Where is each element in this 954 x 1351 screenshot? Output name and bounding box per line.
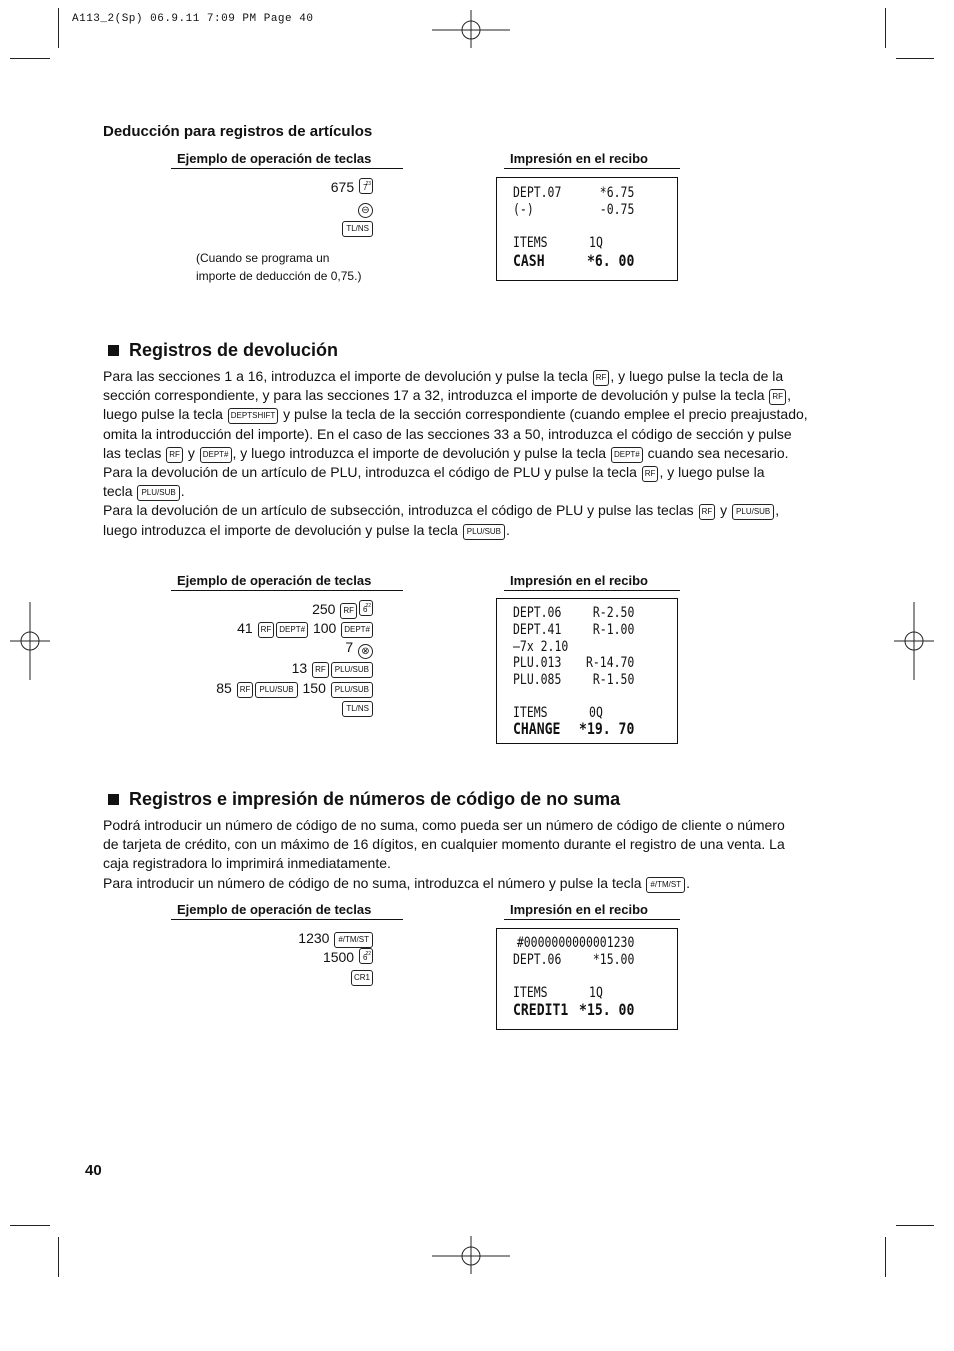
registration-mark-bottom (430, 1234, 512, 1276)
section-title-deduction: Deducción para registros de artículos (103, 123, 373, 140)
receipt-total-line: CASH *6. 00 (513, 251, 635, 270)
column-header-ops: Ejemplo de operación de teclas (171, 902, 403, 920)
deduction-note (196, 250, 361, 285)
crop-mark (885, 8, 886, 48)
crop-mark (896, 1225, 934, 1226)
registration-mark-top (430, 8, 512, 50)
note-line: importe de deducción de 0,75.) (196, 268, 362, 283)
receipt-line: PLU.013 R-14.70 (513, 655, 635, 671)
registration-mark-left (8, 600, 52, 682)
plu-sub-key: PLU/SUB (255, 682, 297, 698)
crop-mark (885, 1237, 886, 1277)
rf-key: RF (340, 603, 357, 619)
receipt-line: ITEMS 1Q (513, 985, 603, 1001)
receipt-deduction (496, 177, 678, 281)
key-sequence: 250 RF 6 22 41 RF DEPT# 100 DEPT# 7 ⊗ 13 RF PLU/SUB 85 RF PLU/SUB 150 PLU/SUB TL/NS (150, 600, 374, 717)
section-title-text: Registros e impresión de números de código de no suma (129, 789, 621, 809)
receipt-line: ITEMS 0Q (513, 705, 603, 721)
plu-sub-key: PLU/SUB (463, 524, 505, 540)
tlns-key: TL/NS (342, 701, 373, 717)
rf-key: RF (237, 682, 254, 698)
nonadd-paragraph: Podrá introducir un número de código de no suma, como pueda ser un número de código de cliente o número de tarjeta de crédito, con un máximo de 16 dígitos, en cualquier momento durante el registro de una venta. La caja registradora lo imprimirá inmediatamente. Para introducir un número de código de no suma, introduzca el número y pulse la tecla #/TM/ST . (103, 817, 785, 891)
page-number: 40 (85, 1162, 102, 1179)
receipt-line: —7x 2.10 (513, 639, 569, 655)
plu-sub-key: PLU/SUB (331, 682, 373, 698)
tlns-key: TL/NS (342, 221, 373, 237)
receipt-line: (-) -0.75 (513, 202, 635, 218)
dept-7-key: 7 23 (359, 178, 373, 194)
receipt-line: #0000000000001230 (516, 935, 635, 951)
dept-6-key: 6 22 (359, 600, 373, 616)
dept-hash-key: DEPT# (276, 622, 308, 638)
rf-key: RF (699, 504, 716, 520)
crop-mark (10, 58, 50, 59)
refund-paragraph: Para las secciones 1 a 16, introduzca el importe de devolución y pulse la tecla RF , y luego pulse la tecla de la sección correspondiente, y para las secciones 17 a 32, introduzca el importe de devolución y pulse la tecla RF , luego pulse la tecla DEPTSHIFT y pulse la tecla de la sección correspondiente (cuando emplee el precio preajustado, omita la introducción del importe). En el caso de las secciones 33 a 50, introduzca el código de sección y pulse las teclas RF y DEPT# , y luego introduzca el importe de devolución y pulse la tecla DEPT# cuando sea necesario. Para la devolución de un artículo de PLU, introduzca el código de PLU y pulse la tecla RF , y luego pulse la tecla PLU/SUB . Para la devolución de un artículo de subsección, introduzca el código de PLU y pulse las teclas RF y PLU/SUB , luego introduzca el importe de devolución y pulse la tecla PLU/SUB . (103, 368, 808, 538)
registration-mark-right (892, 600, 936, 682)
column-header-ops: Ejemplo de operación de teclas (171, 151, 403, 169)
dept-hash-key: DEPT# (611, 447, 643, 463)
crop-mark (10, 1225, 50, 1226)
rf-key: RF (312, 662, 329, 678)
tm-st-key: #/TM/ST (334, 932, 373, 948)
key-sequence: 1230 #/TM/ST 1500 6 22 CR1 (200, 929, 374, 987)
receipt-total-line: CHANGE *19. 70 (513, 719, 635, 738)
crop-mark (58, 8, 59, 48)
note-line: (Cuando se programa un (196, 251, 330, 265)
section-title-refund (108, 340, 338, 361)
plu-sub-key: PLU/SUB (732, 504, 774, 520)
receipt-line: PLU.085 R-1.50 (513, 672, 635, 688)
rf-key: RF (258, 622, 275, 638)
rf-key: RF (593, 370, 610, 386)
receipt-refund (496, 598, 678, 744)
receipt-line: DEPT.06 *15.00 (513, 952, 635, 968)
crop-mark (896, 58, 934, 59)
print-header: A113_2(Sp) 06.9.11 7:09 PM Page 40 (72, 13, 314, 25)
dept-shift-key: DEPTSHIFT (228, 408, 278, 424)
tm-st-key: #/TM/ST (646, 877, 685, 893)
receipt-line: DEPT.07 *6.75 (513, 185, 635, 201)
column-header-print: Impresión en el recibo (504, 573, 680, 591)
receipt-total-line: CREDIT1 *15. 00 (513, 1000, 635, 1019)
dept-hash-key: DEPT# (200, 447, 232, 463)
receipt-line: DEPT.06 R-2.50 (513, 605, 635, 621)
receipt-line: ITEMS 1Q (513, 235, 603, 251)
rf-key: RF (166, 447, 183, 463)
dept-6-key: 6 22 (359, 948, 373, 964)
section-bullet (108, 794, 119, 805)
column-header-ops: Ejemplo de operación de teclas (171, 573, 403, 591)
plu-sub-key: PLU/SUB (137, 485, 179, 501)
cr1-key: CR1 (351, 970, 373, 986)
op-value: 675 (330, 179, 355, 195)
multiply-key: ⊗ (358, 644, 373, 659)
receipt-nonadd (496, 928, 678, 1030)
minus-key: ⊖ (358, 203, 373, 218)
section-bullet (108, 345, 119, 356)
receipt-line: DEPT.41 R-1.00 (513, 622, 635, 638)
column-header-print: Impresión en el recibo (504, 151, 680, 169)
column-header-print: Impresión en el recibo (504, 902, 680, 920)
crop-mark (58, 1237, 59, 1277)
rf-key: RF (642, 466, 659, 482)
section-title-text: Registros de devolución (129, 340, 339, 360)
plu-sub-key: PLU/SUB (331, 662, 373, 678)
dept-hash-key: DEPT# (341, 622, 373, 638)
key-sequence (200, 178, 374, 237)
rf-key: RF (769, 389, 786, 405)
section-title-nonadd (108, 789, 620, 810)
